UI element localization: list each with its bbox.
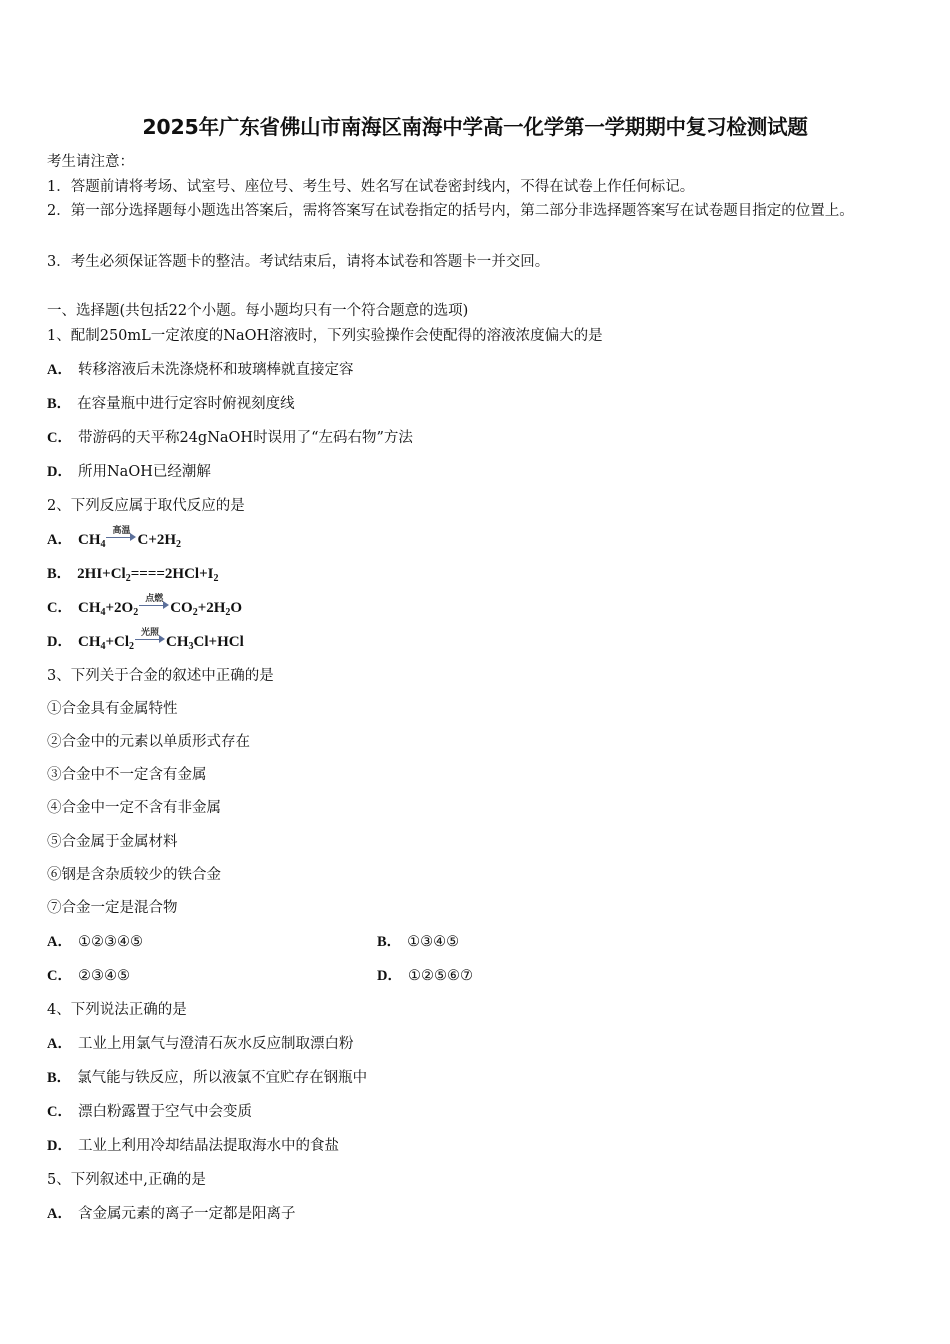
notice-item: 2．第一部分选择题每小题选出答案后，需将答案写在试卷指定的括号内，第二部分非选择题答案写在试卷题目指定的位置上。 [47, 203, 854, 219]
question-stem: 4、下列说法正确的是 [47, 1002, 187, 1018]
option [47, 526, 182, 555]
option [47, 428, 413, 448]
option-text: 在容量瓶中进行定容时俯视刻度线 [77, 396, 295, 412]
option [377, 932, 459, 952]
statement: ②合金中的元素以单质形式存在 [47, 734, 250, 750]
page-title: 2025年广东省佛山市南海区南海中学高一化学第一学期期中复习检测试题 [142, 115, 808, 139]
reaction-condition: 光照 [141, 628, 160, 638]
option-label: C． [47, 600, 72, 616]
chem-equation: $CH_4+2O_2$ 点燃 $CO_2+2H_2O$ [78, 600, 242, 616]
option-text: 所用NaOH已经潮解 [77, 464, 211, 480]
option-label: D． [47, 634, 72, 650]
reaction-condition: 点燃 [145, 594, 164, 604]
option-text: ①②⑤⑥⑦ [407, 968, 473, 984]
option [47, 1136, 339, 1156]
option [47, 564, 218, 589]
option-text: 工业上利用冷却结晶法提取海水中的食盐 [77, 1138, 339, 1154]
option-label: B． [47, 566, 72, 582]
notice-heading: 考生请注意： [47, 154, 134, 170]
question-stem: 1、配制250mL一定浓度的NaOH溶液时，下列实验操作会使配得的溶液浓度偏大的是 [47, 328, 603, 344]
notice-item: 1．答题前请将考场、试室号、座位号、考生号、姓名写在试卷密封线内，不得在试卷上作任何标记。 [47, 179, 695, 195]
option [47, 628, 244, 657]
question-stem: 2、下列反应属于取代反应的是 [47, 498, 245, 514]
question-stem: 3、下列关于合金的叙述中正确的是 [47, 668, 274, 684]
option [47, 1102, 252, 1122]
option-label: C． [47, 1104, 72, 1120]
option-text: 转移溶液后未洗涤烧杯和玻璃棒就直接定容 [77, 362, 354, 378]
option-label: A． [47, 532, 72, 548]
option-label: D． [377, 968, 402, 984]
option [47, 1034, 353, 1054]
option-label: A． [47, 934, 72, 950]
option [377, 966, 473, 986]
option-text: 带游码的天平称24gNaOH时误用了“左码右物”方法 [77, 430, 413, 446]
option-label: A． [47, 1206, 72, 1222]
option-label: A． [47, 1036, 72, 1052]
option [47, 1204, 295, 1224]
statement: ④合金中一定不含有非金属 [47, 800, 221, 816]
option-text: ①②③④⑤ [77, 934, 143, 950]
option-text: 含金属元素的离子一定都是阳离子 [77, 1206, 296, 1222]
reaction-arrow-icon [135, 628, 165, 644]
reaction-arrow-icon [139, 594, 169, 610]
chem-equation: $CH_4+Cl_2$ 光照 $CH_3Cl+HCl$ [78, 634, 244, 650]
notice-item: 3．考生必须保证答题卡的整洁。考试结束后，请将本试卷和答题卡一并交回。 [47, 254, 550, 270]
statement: ⑥钢是含杂质较少的铁合金 [47, 867, 221, 883]
option-text: 漂白粉露置于空气中会变质 [77, 1104, 252, 1120]
option-text: ②③④⑤ [77, 968, 130, 984]
option [47, 360, 353, 380]
option-text: 氯气能与铁反应，所以液氯不宜贮存在钢瓶中 [77, 1070, 368, 1086]
chem-equation: $2HI+Cl_2====2HCl+I_2$ [77, 566, 219, 584]
option-label: C． [47, 430, 72, 446]
option [47, 1068, 367, 1088]
statement: ⑦合金一定是混合物 [47, 900, 178, 916]
statement: ①合金具有金属特性 [47, 701, 178, 717]
option-text: ①③④⑤ [407, 934, 460, 950]
reaction-condition: 高温 [112, 526, 131, 536]
question-stem: 5、下列叙述中,正确的是 [47, 1172, 206, 1188]
option-text: 工业上用氯气与澄清石灰水反应制取漂白粉 [77, 1036, 354, 1052]
statement: ⑤合金属于金属材料 [47, 834, 178, 850]
section-heading: 一、选择题(共包括22个小题。每小题均只有一个符合题意的选项) [47, 303, 469, 319]
statement: ③合金中不一定含有金属 [47, 767, 207, 783]
option-label: D． [47, 1138, 72, 1154]
option-label: B． [47, 396, 72, 412]
option [47, 932, 143, 952]
option-label: C． [47, 968, 72, 984]
option-label: B． [47, 1070, 72, 1086]
reaction-arrow-icon [106, 526, 136, 542]
option-label: A． [47, 362, 72, 378]
option-label: B． [377, 934, 402, 950]
chem-equation: $CH_4$ 高温 $C+2H_2$ [78, 532, 181, 548]
option [47, 966, 130, 986]
option [47, 462, 211, 482]
option [47, 394, 295, 414]
option-label: D． [47, 464, 72, 480]
option [47, 594, 243, 623]
